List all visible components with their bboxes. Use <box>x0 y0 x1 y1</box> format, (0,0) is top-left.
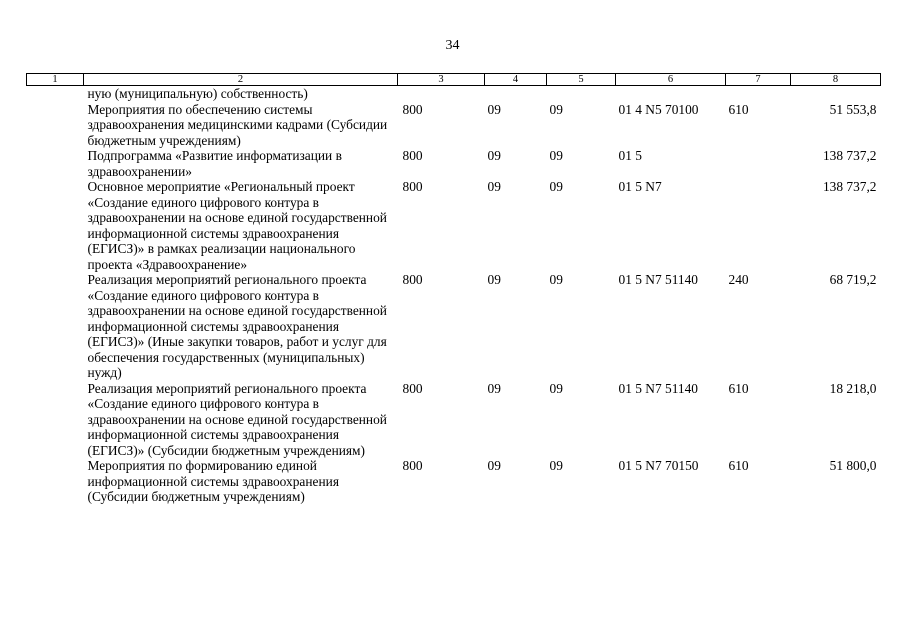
table-row <box>27 86 881 102</box>
amount: 68 719,2 <box>829 272 877 287</box>
item-name: Реализация мероприятий регионального проекта «Создание единого цифрового контура в здравоохранении на основе единой государственной информационной системы здравоохранения (ЕГИСЗ)» (Иные закупки товаров, работ и услуг для обеспечения государственных (муниципальных) нужд) <box>87 272 387 380</box>
ministry-code: 800 <box>402 101 423 117</box>
page-number: 34 <box>445 38 460 53</box>
table-row <box>27 179 881 272</box>
expense-type-code <box>726 148 791 179</box>
ministry-code: 800 <box>402 380 423 396</box>
item-name: Основное мероприятие «Региональный проект «Создание единого цифрового контура в здравоохранении на основе единой государственной информационной системы здравоохранения (ЕГИСЗ)» в рамках реализации национального проекта «Здравоохранение» <box>87 179 387 272</box>
table-row <box>27 102 881 149</box>
item-name: ную (муниципальную) собственность) <box>87 86 308 101</box>
table-row <box>27 148 881 179</box>
row-number-cell <box>27 458 84 505</box>
ministry-code: 800 <box>402 148 423 163</box>
target-article-code: 01 5 N7 70150 <box>618 458 699 473</box>
expense-type-code <box>726 86 791 102</box>
ministry-code: 800 <box>402 272 423 287</box>
section-code: 09 <box>487 101 501 117</box>
target-article-code: 01 5 <box>618 148 642 163</box>
subsection-code: 09 <box>549 101 563 117</box>
section-code: 09 <box>487 179 501 194</box>
subsection-code: 09 <box>549 179 563 194</box>
item-name: Мероприятия по формированию единой информационной системы здравоохранения (Субсидии бюджетным учреждениям) <box>87 458 339 504</box>
table-header-row <box>27 74 881 86</box>
column-header: 6 <box>616 74 726 86</box>
column-header: 5 <box>547 74 616 86</box>
budget-table <box>26 73 881 505</box>
row-number-cell <box>27 381 84 459</box>
subsection-code: 09 <box>549 148 563 163</box>
section-code: 09 <box>487 148 501 163</box>
amount: 51 800,0 <box>829 458 877 473</box>
target-article-code: 01 5 N7 <box>618 179 662 194</box>
item-name: Мероприятия по обеспечению системы здравоохранения медицинскими кадрами (Субсидии бюджетным учреждениям) <box>87 101 388 148</box>
column-header: 4 <box>485 74 547 86</box>
target-article-code: 01 5 N7 51140 <box>618 380 698 396</box>
column-header: 8 <box>791 74 881 86</box>
subsection-code: 09 <box>549 458 563 473</box>
expense-type-code: 610 <box>728 101 749 117</box>
column-header: 3 <box>398 74 485 86</box>
column-header: 7 <box>726 74 791 86</box>
table-row <box>27 381 881 459</box>
expense-type-code <box>726 179 791 272</box>
target-article-code <box>616 86 726 102</box>
target-article-code: 01 5 N7 51140 <box>618 272 698 287</box>
expense-type-code: 240 <box>728 272 749 287</box>
subsection-code: 09 <box>549 380 563 396</box>
item-name: Подпрограмма «Развитие информатизации в здравоохранении» <box>87 148 342 179</box>
table-row <box>27 458 881 505</box>
section-code <box>485 86 547 102</box>
column-header: 1 <box>27 74 84 86</box>
subsection-code: 09 <box>549 272 563 287</box>
row-number-cell <box>27 86 84 102</box>
ministry-code <box>398 86 485 102</box>
amount: 18 218,0 <box>829 380 877 396</box>
ministry-code: 800 <box>402 458 423 473</box>
amount <box>791 86 881 102</box>
subsection-code <box>547 86 616 102</box>
amount: 138 737,2 <box>822 179 877 194</box>
amount: 51 553,8 <box>829 101 877 117</box>
item-name: Реализация мероприятий регионального проекта «Создание единого цифрового контура в здравоохранении на основе единой государственной информационной системы здравоохранения (ЕГИСЗ)» (Субсидии бюджетным учреждениям) <box>87 380 387 458</box>
amount: 138 737,2 <box>822 148 877 163</box>
row-number-cell <box>27 102 84 149</box>
target-article-code: 01 4 N5 70100 <box>618 101 699 117</box>
column-header: 2 <box>84 74 398 86</box>
row-number-cell <box>27 179 84 272</box>
ministry-code: 800 <box>402 179 423 194</box>
expense-type-code: 610 <box>728 458 749 473</box>
table-row <box>27 272 881 381</box>
section-code: 09 <box>487 272 501 287</box>
expense-type-code: 610 <box>728 380 749 396</box>
section-code: 09 <box>487 458 501 473</box>
row-number-cell <box>27 272 84 381</box>
row-number-cell <box>27 148 84 179</box>
section-code: 09 <box>487 380 501 396</box>
